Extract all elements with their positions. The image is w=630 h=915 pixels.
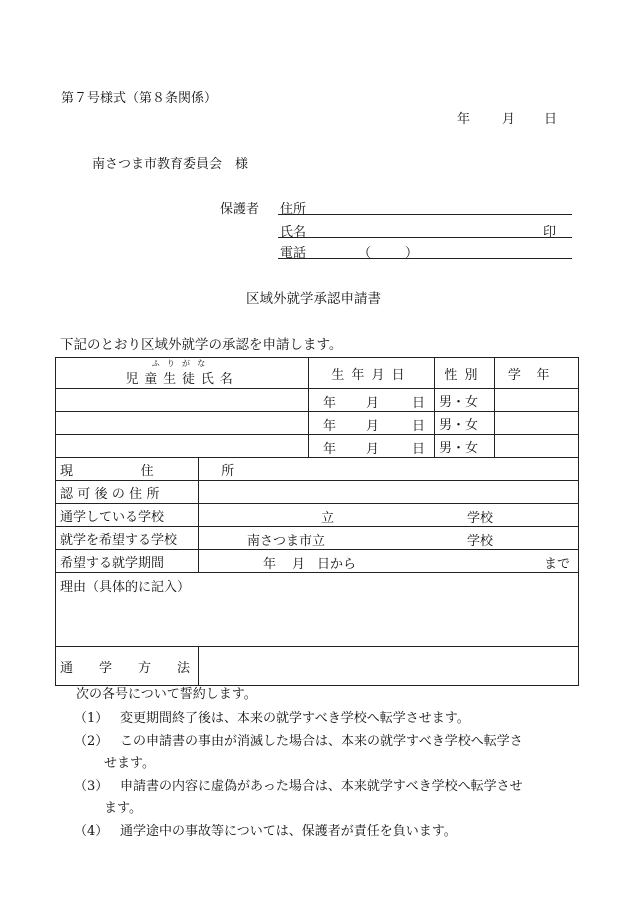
gender-cell[interactable]: 男・女 [435,389,495,412]
grade-cell[interactable] [495,412,579,435]
period-month-label: 月 [292,557,306,572]
desired-school-label: 就学を希望する学校 [56,527,199,550]
phone-paren-close: ） [405,246,419,261]
guardian-phone-line[interactable] [278,258,572,259]
birthdate-cell[interactable] [309,435,435,458]
commute-field[interactable] [199,647,579,686]
pledge-item-3-num: （3） [74,779,109,794]
desired-school-city: 南さつま市立 [247,534,326,549]
gender-header: 性別 [435,358,495,389]
table-header-row [56,358,579,389]
seal-mark: 印 [543,225,557,240]
pledge-item-4-text: 通学途中の事故等については、保護者が責任を負います。 [120,824,457,839]
reason-field[interactable] [56,573,579,647]
birth-month-label: 月 [366,396,380,411]
period-until-label: まで [544,557,571,572]
address-after-label: 認可後の住所 [56,481,199,504]
application-table [55,357,579,686]
birth-month-label: 月 [366,442,380,457]
gender-cell[interactable]: 男・女 [435,435,495,458]
current-school-ritsu: 立 [321,511,335,526]
birthdate-header: 生年月日 [309,358,435,389]
intro-text: 下記のとおり区域外就学の承認を申請します。 [60,337,343,353]
current-school-row [56,504,579,527]
phone-paren-open: （ [358,246,372,261]
guardian-name-label: 氏名 [280,225,307,240]
furigana-label: ふりがな [151,359,213,368]
grade-cell[interactable] [495,389,579,412]
desired-school-field[interactable] [199,527,579,550]
student-name-cell[interactable] [56,435,309,458]
desired-school-suffix: 学校 [467,534,494,549]
birth-year-label: 年 [323,442,337,457]
pledge-item-2-text-cont: せます。 [104,756,155,771]
current-school-suffix: 学校 [467,511,494,526]
pledge-item-3-text: 申請書の内容に虚偽があった場合は、本来就学すべき学校へ転学させ [120,779,523,794]
student-name-cell[interactable] [56,389,309,412]
pledge-item-2-text: この申請書の事由が消滅した場合は、本来の就学すべき学校へ転学さ [120,734,523,749]
grade-header: 学年 [495,358,579,389]
date-month-label: 月 [502,112,516,127]
grade-cell[interactable] [495,435,579,458]
current-school-label: 通学している学校 [56,504,199,527]
student-name-cell[interactable] [56,412,309,435]
birthdate-cell[interactable] [309,389,435,412]
birth-day-label: 日 [412,396,426,411]
address-after-field[interactable] [199,481,579,504]
birthdate-cell[interactable] [309,412,435,435]
gender-cell[interactable]: 男・女 [435,412,495,435]
student-row-2 [56,412,579,435]
pledge-intro: 次の各号について誓約します。 [76,687,257,702]
birth-year-label: 年 [323,396,337,411]
guardian-label: 保護者 [220,202,260,217]
period-label: 希望する就学期間 [56,550,199,573]
pledge-item-1-num: （1） [74,711,109,726]
document-title: 区域外就学承認申請書 [246,291,381,307]
reason-row [56,573,579,647]
period-row [56,550,579,573]
current-address-row [56,458,579,481]
birth-month-label: 月 [366,419,380,434]
student-row-3 [56,435,579,458]
form-number: 第７号様式（第８条関係） [61,91,218,106]
address-after-row [56,481,579,504]
student-row-1 [56,389,579,412]
student-name-header [56,358,309,389]
desired-school-row [56,527,579,550]
pledge-item-1-text: 変更期間終了後は、本来の就学すべき学校へ転学させます。 [120,711,470,726]
date-year-label: 年 [457,112,471,127]
current-school-field[interactable] [199,504,579,527]
birth-year-label: 年 [323,419,337,434]
guardian-name-line[interactable] [278,237,572,238]
guardian-address-label: 住所 [280,202,307,217]
reason-label: 理由（具体的に記入） [60,580,191,595]
current-address-label-text: 現 住 所 [60,463,262,479]
guardian-phone-label: 電話 [280,246,307,261]
commute-row [56,647,579,686]
period-field[interactable] [199,550,579,573]
date-day-label: 日 [544,112,558,127]
pledge-item-2-num: （2） [74,734,109,749]
commute-label [56,647,199,686]
pledge-item-4-num: （4） [74,824,109,839]
period-year-label: 年 [263,557,277,572]
commute-label-text: 通 学 方 法 [60,660,197,676]
current-address-label [56,458,262,481]
birth-day-label: 日 [412,419,426,434]
pledge-item-3-text-cont: ます。 [104,801,142,816]
student-name-header-label: 児童生徒氏名 [125,372,239,387]
birth-day-label: 日 [412,442,426,457]
period-from-label: 日から [317,557,357,572]
addressee: 南さつま市教育委員会 様 [92,157,249,172]
guardian-address-line[interactable] [278,214,572,215]
